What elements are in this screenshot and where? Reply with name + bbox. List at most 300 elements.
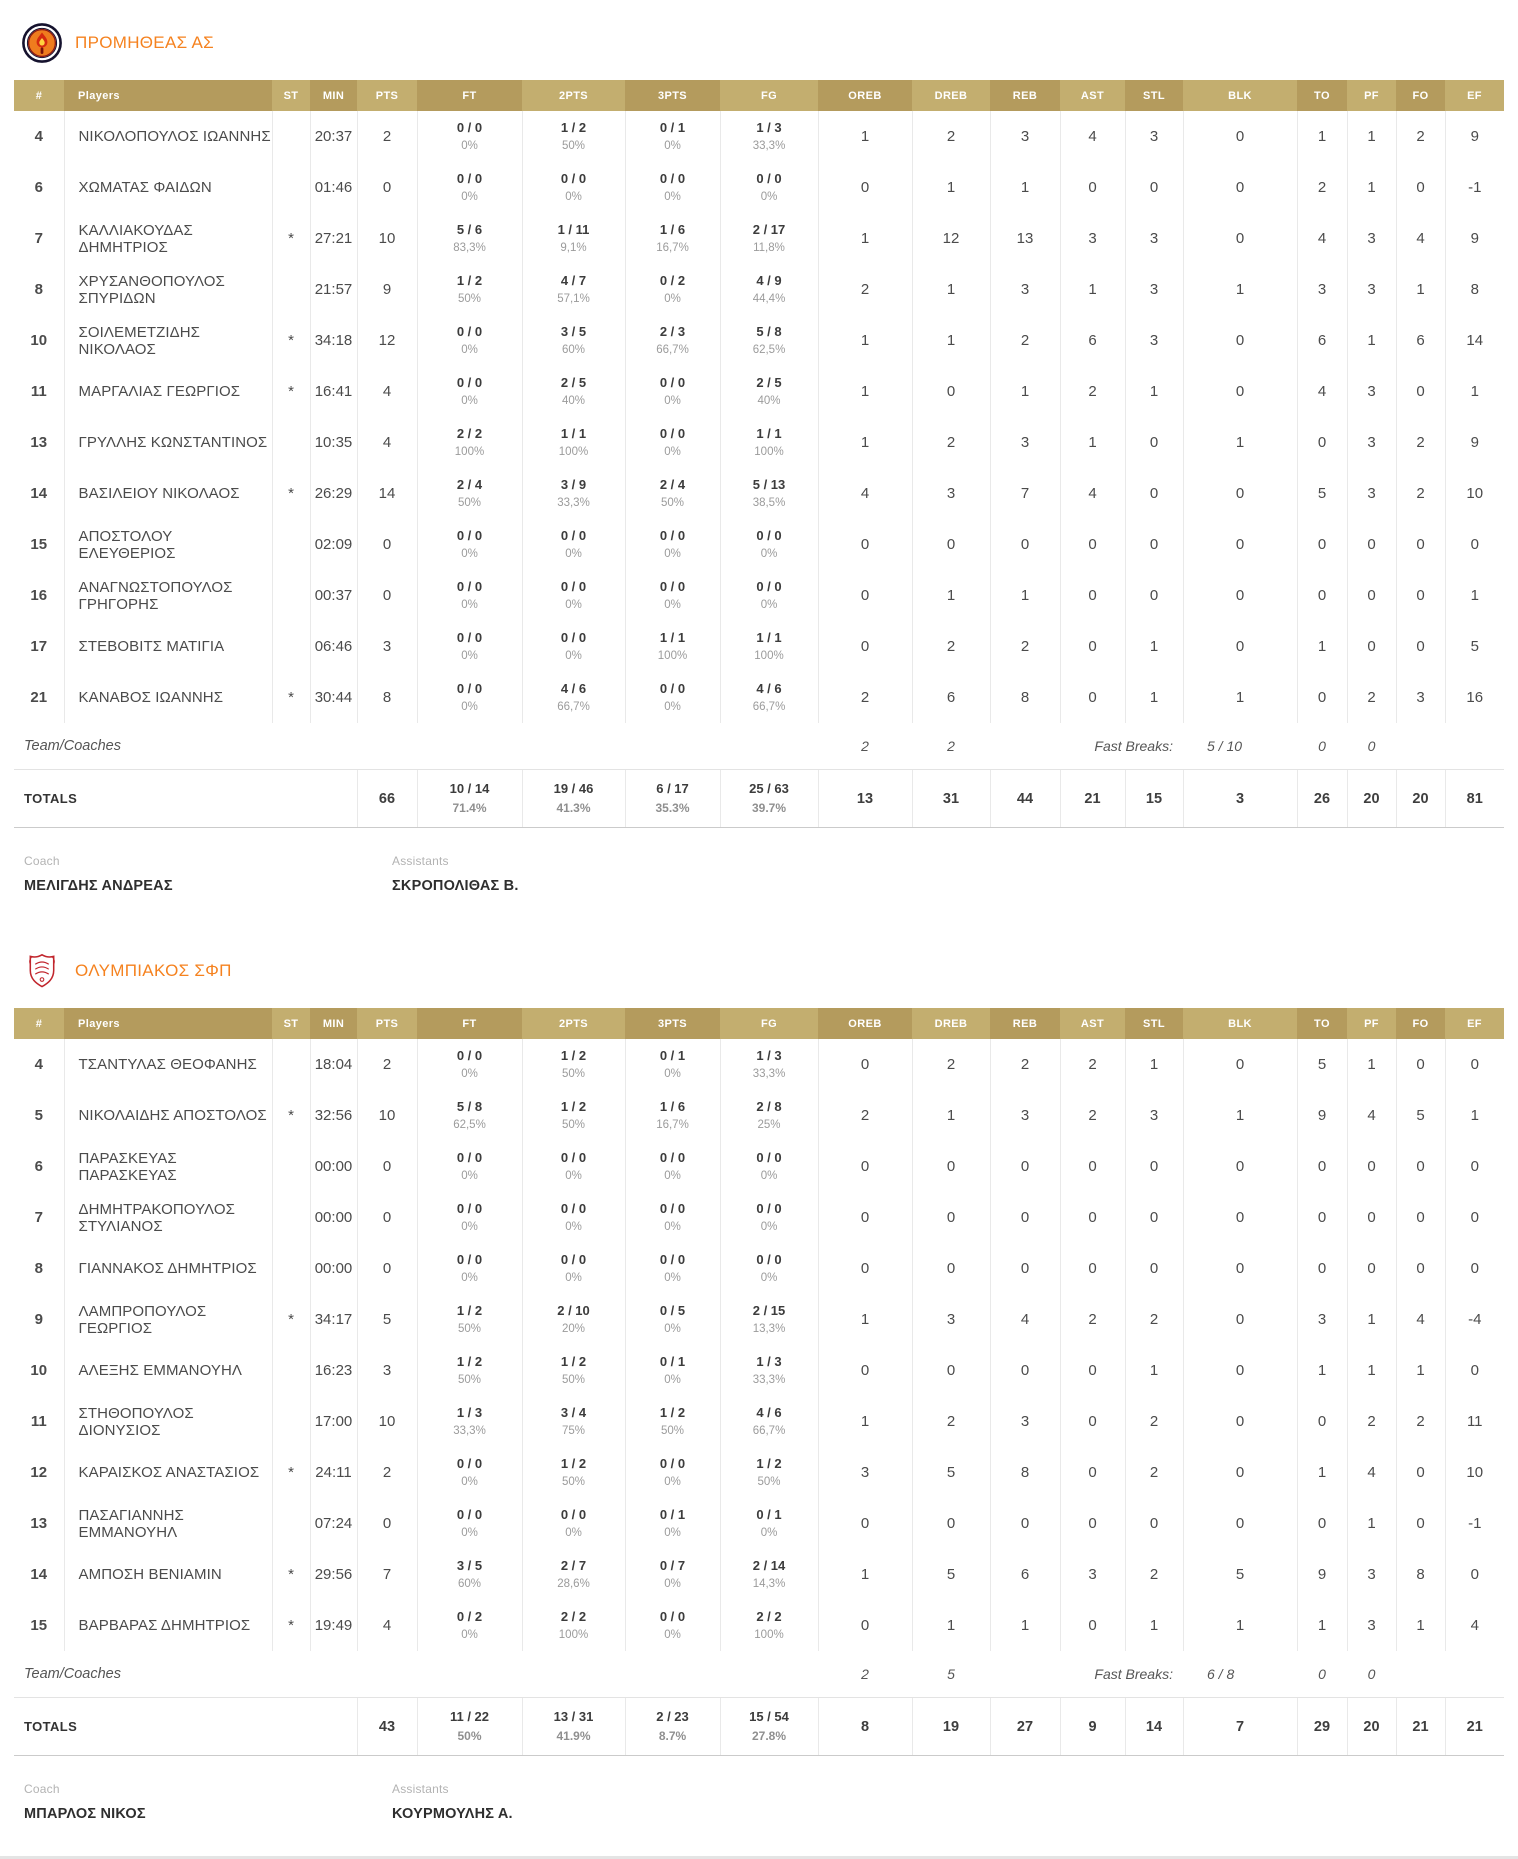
totals-pf: 20 <box>1347 770 1396 828</box>
players-body <box>14 111 1504 723</box>
pf-value: 1 <box>1347 111 1396 162</box>
column-header-fo: FO <box>1396 1008 1445 1039</box>
totals-ef: 21 <box>1445 1698 1504 1756</box>
oreb-value: 3 <box>818 1447 912 1498</box>
player-number: 13 <box>30 1515 48 1532</box>
column-header-ast: AST <box>1060 1008 1125 1039</box>
2pts-made-attempted: 0 / 0 <box>560 1200 587 1216</box>
starter-mark <box>272 1039 310 1090</box>
3pts-made-attempted: 0 / 0 <box>659 1455 686 1471</box>
ft-cell <box>417 1345 522 1396</box>
player-row <box>14 1396 1504 1447</box>
blk-value: 0 <box>1183 570 1297 621</box>
to-value: 1 <box>1297 1345 1347 1396</box>
reb-value: 13 <box>990 213 1060 264</box>
2pts-cell <box>522 1243 625 1294</box>
crest-badge-icon <box>24 951 60 991</box>
column-header-fg: FG <box>720 80 818 111</box>
player-number: 14 <box>30 485 48 502</box>
team-oreb-value: 2 <box>861 738 869 754</box>
2pts-made-attempted: 2 / 2 <box>560 1608 587 1624</box>
fg-cell <box>720 366 818 417</box>
fg-made-attempted: 5 / 13 <box>752 476 786 492</box>
2pts-cell <box>522 1600 625 1651</box>
3pts-made-attempted: 0 / 0 <box>659 425 686 441</box>
2pts-percent: 20% <box>561 1322 586 1335</box>
column-header-pts: PTS <box>357 80 417 111</box>
totals-ft <box>417 770 522 828</box>
fg-made-attempted: 5 / 8 <box>756 323 782 339</box>
player-number: 11 <box>30 383 47 400</box>
reb-value: 3 <box>990 1396 1060 1447</box>
ft-cell <box>417 1039 522 1090</box>
stl-value: 3 <box>1125 1090 1183 1141</box>
totals-ft-made-attempted: 11 / 22 <box>449 1709 490 1725</box>
column-header-dreb: DREB <box>912 80 990 111</box>
player-number: 8 <box>34 1260 43 1277</box>
ef-value: 9 <box>1445 111 1504 162</box>
player-row <box>14 468 1504 519</box>
totals-3pts-made-attempted: 2 / 23 <box>656 1709 689 1725</box>
to-value: 4 <box>1297 366 1347 417</box>
player-number: 16 <box>30 587 48 604</box>
fg-percent: 44,4% <box>752 292 786 305</box>
reb-value: 0 <box>990 1345 1060 1396</box>
ef-value: 1 <box>1445 366 1504 417</box>
starter-mark <box>272 1141 310 1192</box>
dreb-value: 1 <box>912 1600 990 1651</box>
column-header-min: MIN <box>310 1008 357 1039</box>
ft-cell <box>417 417 522 468</box>
column-header-p2: 2PTS <box>522 80 625 111</box>
dreb-value: 2 <box>912 1039 990 1090</box>
3pts-percent: 0% <box>664 1169 681 1182</box>
to-value: 1 <box>1297 111 1347 162</box>
totals-blk: 3 <box>1183 770 1297 828</box>
ft-made-attempted: 0 / 0 <box>456 629 483 645</box>
blk-value: 0 <box>1183 1498 1297 1549</box>
team-section <box>14 950 1504 1822</box>
column-header-fo: FO <box>1396 80 1445 111</box>
column-header-num: # <box>14 1008 64 1039</box>
fg-cell <box>720 1039 818 1090</box>
ast-value: 2 <box>1060 1039 1125 1090</box>
3pts-made-attempted: 0 / 0 <box>659 1200 686 1216</box>
ast-value: 0 <box>1060 1345 1125 1396</box>
ft-percent: 50% <box>457 496 482 509</box>
2pts-made-attempted: 0 / 0 <box>560 629 587 645</box>
fg-percent: 40% <box>757 394 781 407</box>
fg-percent: 11,8% <box>753 241 785 254</box>
pf-value: 1 <box>1347 1345 1396 1396</box>
stl-value: 2 <box>1125 1294 1183 1345</box>
starter-mark <box>272 519 310 570</box>
3pts-percent: 100% <box>657 649 688 662</box>
oreb-value: 2 <box>818 672 912 723</box>
minutes-value: 02:09 <box>310 519 357 570</box>
totals-3pts-made-attempted: 6 / 17 <box>656 781 689 797</box>
player-row <box>14 213 1504 264</box>
player-name: ΔΗΜΗΤΡΑΚΟΠΟΥΛΟΣ ΣΤΥΛΙΑΝΟΣ <box>64 1192 272 1243</box>
dreb-value: 0 <box>912 1192 990 1243</box>
minutes-value: 19:49 <box>310 1600 357 1651</box>
ft-percent: 0% <box>461 598 478 611</box>
team-row-spacer <box>1445 723 1504 770</box>
player-row <box>14 264 1504 315</box>
ef-value: -1 <box>1445 1498 1504 1549</box>
3pts-cell <box>625 315 720 366</box>
3pts-percent: 0% <box>664 445 681 458</box>
points-value: 9 <box>357 264 417 315</box>
pf-value: 2 <box>1347 1396 1396 1447</box>
pf-value: 3 <box>1347 468 1396 519</box>
player-name: ΜΑΡΓΑΛΙΑΣ ΓΕΩΡΓΙΟΣ <box>64 366 272 417</box>
ft-cell <box>417 468 522 519</box>
3pts-percent: 0% <box>664 190 681 203</box>
fg-percent: 33,3% <box>752 1373 786 1386</box>
column-header-blk: BLK <box>1183 1008 1297 1039</box>
fg-cell <box>720 1549 818 1600</box>
blk-value: 0 <box>1183 1039 1297 1090</box>
pf-value: 1 <box>1347 1498 1396 1549</box>
coach-block <box>24 854 1504 894</box>
2pts-percent: 66,7% <box>557 700 590 713</box>
fg-cell <box>720 417 818 468</box>
fg-percent: 100% <box>754 445 784 458</box>
team-name: ΟΛΥΜΠΙΑΚΟΣ ΣΦΠ <box>75 961 232 980</box>
stl-value: 0 <box>1125 417 1183 468</box>
team-coaches-row <box>14 723 1504 770</box>
fg-made-attempted: 1 / 1 <box>756 629 782 645</box>
fg-cell <box>720 621 818 672</box>
totals-stl: 15 <box>1125 770 1183 828</box>
player-number: 5 <box>34 1107 43 1124</box>
fo-value: 0 <box>1396 621 1445 672</box>
fg-cell <box>720 672 818 723</box>
fg-made-attempted: 2 / 5 <box>756 374 782 390</box>
2pts-made-attempted: 1 / 2 <box>560 1047 587 1063</box>
2pts-made-attempted: 3 / 4 <box>560 1404 587 1420</box>
blk-value: 1 <box>1183 1600 1297 1651</box>
3pts-percent: 66,7% <box>656 343 689 356</box>
column-header-ast: AST <box>1060 80 1125 111</box>
player-row <box>14 1447 1504 1498</box>
minutes-value: 32:56 <box>310 1090 357 1141</box>
pf-value: 1 <box>1347 1039 1396 1090</box>
player-number: 15 <box>30 1617 48 1634</box>
to-value: 4 <box>1297 213 1347 264</box>
3pts-percent: 0% <box>664 1373 681 1386</box>
blk-value: 0 <box>1183 315 1297 366</box>
stl-value: 0 <box>1125 1243 1183 1294</box>
ef-value: 0 <box>1445 1141 1504 1192</box>
minutes-value: 30:44 <box>310 672 357 723</box>
points-value: 3 <box>357 621 417 672</box>
ef-value: 0 <box>1445 1549 1504 1600</box>
points-value: 3 <box>357 1345 417 1396</box>
3pts-cell <box>625 1549 720 1600</box>
column-header-stl: STL <box>1125 80 1183 111</box>
3pts-percent: 0% <box>664 292 681 305</box>
oreb-value: 0 <box>818 519 912 570</box>
starter-mark: * <box>272 1600 310 1651</box>
totals-3pts <box>625 770 720 828</box>
2pts-percent: 0% <box>565 547 582 560</box>
ft-percent: 0% <box>461 139 478 152</box>
column-header-reb: REB <box>990 1008 1060 1039</box>
3pts-cell <box>625 1039 720 1090</box>
3pts-made-attempted: 0 / 0 <box>659 578 686 594</box>
2pts-percent: 100% <box>558 445 589 458</box>
to-value: 5 <box>1297 1039 1347 1090</box>
ft-cell <box>417 570 522 621</box>
torch-badge-icon <box>22 23 62 63</box>
oreb-value: 0 <box>818 570 912 621</box>
fg-cell <box>720 1141 818 1192</box>
column-header-oreb: OREB <box>818 80 912 111</box>
fg-cell <box>720 1294 818 1345</box>
2pts-percent: 28,6% <box>557 1577 590 1590</box>
2pts-percent: 40% <box>561 394 586 407</box>
column-header-p3: 3PTS <box>625 1008 720 1039</box>
table-footer <box>14 1651 1504 1756</box>
fg-percent: 25% <box>757 1118 781 1131</box>
points-value: 0 <box>357 1141 417 1192</box>
2pts-percent: 0% <box>565 598 582 611</box>
dreb-value: 1 <box>912 264 990 315</box>
player-row <box>14 1039 1504 1090</box>
points-value: 4 <box>357 417 417 468</box>
totals-ef: 81 <box>1445 770 1504 828</box>
coach-label: Coach <box>24 1782 60 1796</box>
stl-value: 0 <box>1125 1498 1183 1549</box>
player-row <box>14 1498 1504 1549</box>
player-row <box>14 315 1504 366</box>
stl-value: 2 <box>1125 1447 1183 1498</box>
oreb-value: 0 <box>818 1498 912 1549</box>
starter-mark <box>272 621 310 672</box>
3pts-percent: 0% <box>664 1220 681 1233</box>
ef-value: 9 <box>1445 417 1504 468</box>
to-value: 0 <box>1297 519 1347 570</box>
oreb-value: 2 <box>818 264 912 315</box>
2pts-made-attempted: 1 / 2 <box>560 1455 587 1471</box>
ast-value: 4 <box>1060 468 1125 519</box>
dreb-value: 3 <box>912 468 990 519</box>
fg-made-attempted: 2 / 14 <box>752 1557 786 1573</box>
player-row <box>14 1141 1504 1192</box>
pf-value: 0 <box>1347 570 1396 621</box>
oreb-value: 1 <box>818 315 912 366</box>
column-header-min: MIN <box>310 80 357 111</box>
totals-2pts-made-attempted: 13 / 31 <box>553 1709 594 1725</box>
stl-value: 0 <box>1125 1141 1183 1192</box>
totals-to: 29 <box>1297 1698 1347 1756</box>
3pts-cell <box>625 111 720 162</box>
totals-reb: 27 <box>990 1698 1060 1756</box>
starter-mark: * <box>272 672 310 723</box>
reb-value: 0 <box>990 1243 1060 1294</box>
3pts-made-attempted: 0 / 1 <box>659 119 686 135</box>
stl-value: 1 <box>1125 1039 1183 1090</box>
fo-value: 1 <box>1396 1345 1445 1396</box>
fo-value: 4 <box>1396 1294 1445 1345</box>
stl-value: 2 <box>1125 1396 1183 1447</box>
2pts-cell <box>522 1549 625 1600</box>
ft-made-attempted: 0 / 0 <box>456 1047 483 1063</box>
fg-made-attempted: 1 / 2 <box>756 1455 782 1471</box>
fg-cell <box>720 1498 818 1549</box>
reb-value: 2 <box>990 315 1060 366</box>
ft-percent: 0% <box>461 649 478 662</box>
assistants-label: Assistants <box>392 1782 449 1796</box>
minutes-value: 20:37 <box>310 111 357 162</box>
totals-oreb: 13 <box>818 770 912 828</box>
pf-value: 1 <box>1347 162 1396 213</box>
reb-value: 6 <box>990 1549 1060 1600</box>
totals-row <box>14 1698 1504 1756</box>
coach-block <box>24 1782 1504 1822</box>
2pts-made-attempted: 2 / 10 <box>557 1302 590 1318</box>
fo-value: 1 <box>1396 1600 1445 1651</box>
minutes-value: 16:41 <box>310 366 357 417</box>
3pts-cell <box>625 1243 720 1294</box>
ft-made-attempted: 0 / 0 <box>456 1149 483 1165</box>
points-value: 14 <box>357 468 417 519</box>
fg-made-attempted: 0 / 0 <box>756 1251 782 1267</box>
blk-value: 0 <box>1183 1447 1297 1498</box>
ft-cell <box>417 213 522 264</box>
team-section <box>14 22 1504 894</box>
starter-mark <box>272 417 310 468</box>
ft-made-attempted: 1 / 2 <box>456 1353 483 1369</box>
3pts-made-attempted: 0 / 0 <box>659 1251 686 1267</box>
column-header-ef: EF <box>1445 80 1504 111</box>
team-coaches-label: Team/Coaches <box>24 738 121 754</box>
ft-cell <box>417 672 522 723</box>
player-row <box>14 1192 1504 1243</box>
fo-value: 0 <box>1396 1243 1445 1294</box>
assistants-column <box>392 1782 513 1822</box>
stl-value: 2 <box>1125 1549 1183 1600</box>
3pts-cell <box>625 264 720 315</box>
box-score-table <box>14 80 1504 828</box>
team-to-value: 0 <box>1318 738 1326 754</box>
ft-percent: 60% <box>457 1577 482 1590</box>
3pts-cell <box>625 1498 720 1549</box>
2pts-cell <box>522 1192 625 1243</box>
points-value: 0 <box>357 1243 417 1294</box>
totals-stl: 14 <box>1125 1698 1183 1756</box>
fg-cell <box>720 264 818 315</box>
oreb-value: 0 <box>818 621 912 672</box>
blk-value: 0 <box>1183 519 1297 570</box>
column-header-fg: FG <box>720 1008 818 1039</box>
pf-value: 3 <box>1347 417 1396 468</box>
blk-value: 0 <box>1183 366 1297 417</box>
2pts-cell <box>522 1039 625 1090</box>
ast-value: 0 <box>1060 1141 1125 1192</box>
3pts-cell <box>625 1294 720 1345</box>
minutes-value: 00:00 <box>310 1243 357 1294</box>
stl-value: 1 <box>1125 1600 1183 1651</box>
player-number: 11 <box>30 1413 47 1430</box>
ft-made-attempted: 1 / 2 <box>456 272 483 288</box>
column-header-pf: PF <box>1347 80 1396 111</box>
totals-label: TOTALS <box>14 1698 357 1756</box>
3pts-cell <box>625 366 720 417</box>
stl-value: 1 <box>1125 672 1183 723</box>
column-header-ft: FT <box>417 80 522 111</box>
ft-made-attempted: 0 / 0 <box>456 374 483 390</box>
ft-cell <box>417 1192 522 1243</box>
2pts-percent: 50% <box>561 139 586 152</box>
player-number: 7 <box>34 1209 43 1226</box>
totals-pf: 20 <box>1347 1698 1396 1756</box>
totals-3pts-percent: 8.7% <box>658 1729 687 1744</box>
fg-percent: 0% <box>760 190 778 203</box>
stl-value: 0 <box>1125 570 1183 621</box>
ef-value: 1 <box>1445 570 1504 621</box>
fg-made-attempted: 0 / 0 <box>756 527 782 543</box>
3pts-cell <box>625 672 720 723</box>
fo-value: 5 <box>1396 1090 1445 1141</box>
ft-percent: 50% <box>457 1373 482 1386</box>
ft-cell <box>417 1498 522 1549</box>
ft-percent: 83,3% <box>453 241 486 254</box>
reb-value: 3 <box>990 111 1060 162</box>
oreb-value: 0 <box>818 1243 912 1294</box>
3pts-made-attempted: 0 / 0 <box>659 1608 686 1624</box>
fg-percent: 14,3% <box>752 1577 786 1590</box>
ft-percent: 0% <box>461 1169 478 1182</box>
fo-value: 0 <box>1396 1141 1445 1192</box>
fg-cell <box>720 162 818 213</box>
3pts-made-attempted: 1 / 2 <box>659 1404 686 1420</box>
ft-percent: 0% <box>461 1271 478 1284</box>
to-value: 0 <box>1297 1192 1347 1243</box>
fg-made-attempted: 2 / 2 <box>756 1608 782 1624</box>
3pts-made-attempted: 2 / 3 <box>659 323 686 339</box>
dreb-value: 5 <box>912 1447 990 1498</box>
starter-mark <box>272 162 310 213</box>
fg-made-attempted: 1 / 3 <box>756 1047 782 1063</box>
totals-fo: 21 <box>1396 1698 1445 1756</box>
3pts-made-attempted: 1 / 1 <box>659 629 686 645</box>
blk-value: 0 <box>1183 1192 1297 1243</box>
reb-value: 1 <box>990 1600 1060 1651</box>
2pts-made-attempted: 0 / 0 <box>560 170 587 186</box>
column-header-stl: STL <box>1125 1008 1183 1039</box>
2pts-cell <box>522 417 625 468</box>
pf-value: 0 <box>1347 1192 1396 1243</box>
column-header-ft: FT <box>417 1008 522 1039</box>
player-row <box>14 1345 1504 1396</box>
fg-cell <box>720 570 818 621</box>
fg-percent: 66,7% <box>752 1424 786 1437</box>
fg-cell <box>720 111 818 162</box>
coach-column <box>24 1782 392 1822</box>
oreb-value: 1 <box>818 366 912 417</box>
totals-to: 26 <box>1297 770 1347 828</box>
2pts-made-attempted: 0 / 0 <box>560 578 587 594</box>
starter-mark <box>272 264 310 315</box>
team-row-spacer <box>1396 723 1445 770</box>
reb-value: 1 <box>990 366 1060 417</box>
stl-value: 3 <box>1125 315 1183 366</box>
fg-made-attempted: 2 / 15 <box>752 1302 786 1318</box>
ft-cell <box>417 111 522 162</box>
